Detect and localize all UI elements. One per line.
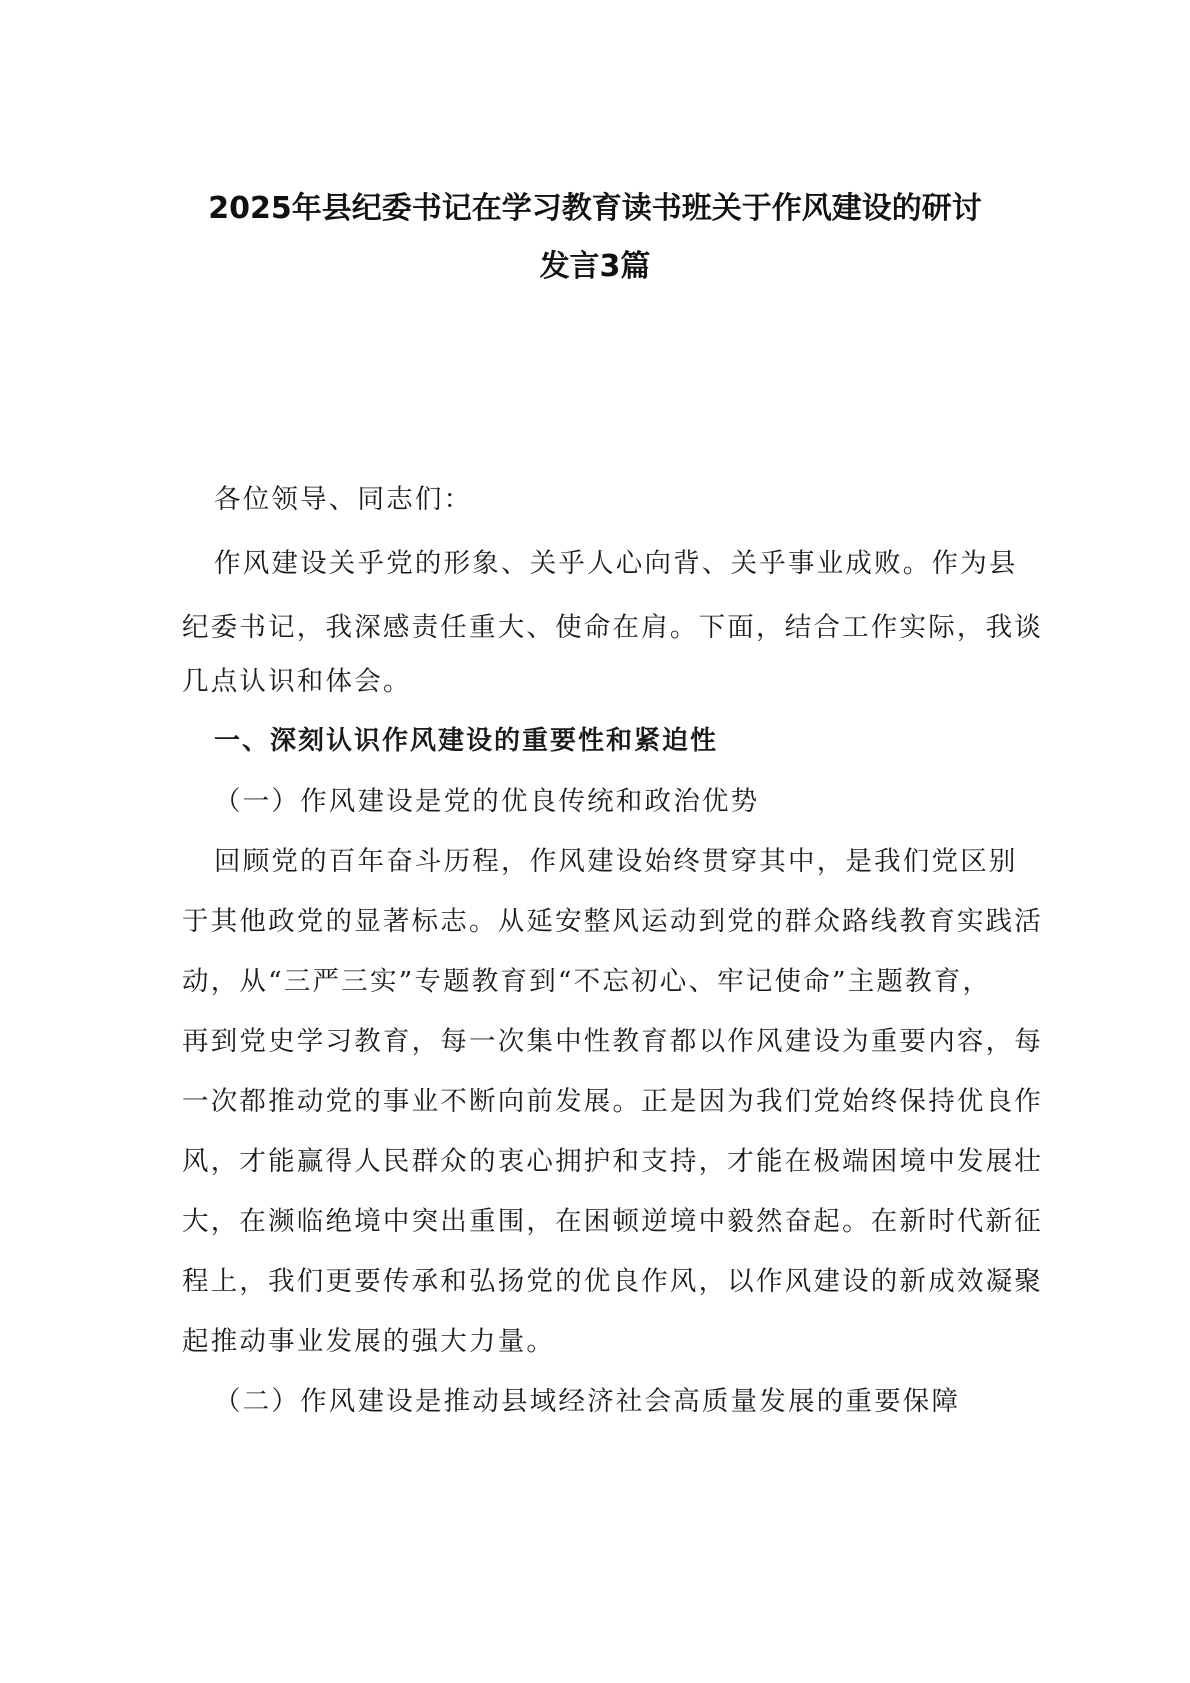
salutation: 各位领导、同志们： — [214, 484, 473, 515]
subsection-1-line-4: 再到党史学习教育，每一次集中性教育都以作风建设为重要内容，每 — [182, 1026, 1043, 1057]
intro-line-2: 纪委书记，我深感责任重大、使命在肩。下面，结合工作实际，我谈 — [182, 612, 1043, 643]
subsection-1-line-1: 回顾党的百年奋斗历程，作风建设始终贯穿其中，是我们党区别 — [214, 846, 1018, 877]
subsection-1-line-6: 风，才能赢得人民群众的衷心拥护和支持，才能在极端困境中发展壮 — [182, 1146, 1043, 1177]
subsection-1-line-7: 大，在濒临绝境中突出重围，在困顿逆境中毅然奋起。在新时代新征 — [182, 1206, 1043, 1237]
subsection-1-line-9: 起推动事业发展的强大力量。 — [182, 1326, 556, 1357]
subsection-1-line-3: 动，从“三严三实”专题教育到“不忘初心、牢记使命”主题教育， — [182, 966, 992, 997]
subsection-2-heading: （二）作风建设是推动县域经济社会高质量发展的重要保障 — [214, 1386, 961, 1417]
intro-line-3: 几点认识和体会。 — [182, 666, 412, 697]
document-title-line-2: 发言3篇 — [539, 249, 651, 284]
intro-line-1: 作风建设关乎党的形象、关乎人心向背、关乎事业成败。作为县 — [214, 548, 1018, 579]
subsection-1-line-5: 一次都推动党的事业不断向前发展。正是因为我们党始终保持优良作 — [182, 1086, 1043, 1117]
subsection-1-heading: （一）作风建设是党的优良传统和政治优势 — [214, 786, 760, 817]
document-title-line-1: 2025年县纪委书记在学习教育读书班关于作风建设的研讨 — [208, 191, 982, 226]
subsection-1-line-8: 程上，我们更要传承和弘扬党的优良作风，以作风建设的新成效凝聚 — [182, 1266, 1043, 1297]
section-1-heading: 一、深刻认识作风建设的重要性和紧迫性 — [214, 726, 719, 756]
subsection-1-line-2: 于其他政党的显著标志。从延安整风运动到党的群众路线教育实践活 — [182, 906, 1043, 937]
